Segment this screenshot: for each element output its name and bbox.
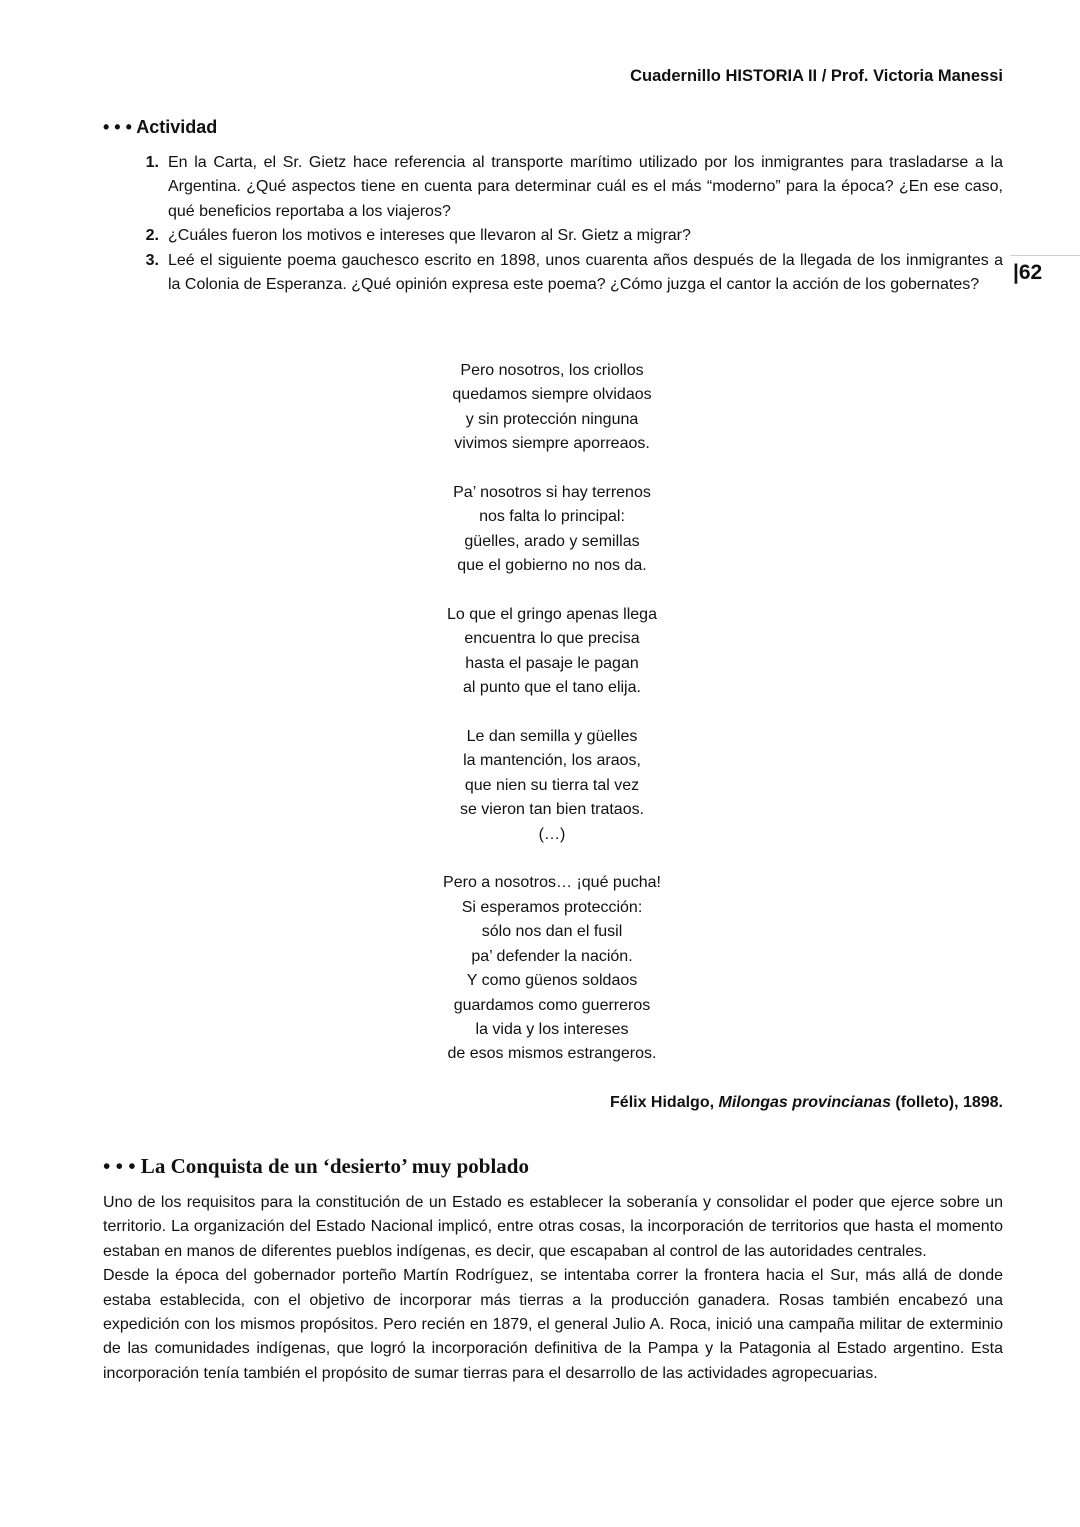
question-item xyxy=(103,224,1003,248)
poem-line: Si esperamos protección: xyxy=(461,898,643,916)
poem-line: la vida y los intereses xyxy=(475,1020,629,1038)
poem-stanza xyxy=(352,481,752,579)
attribution-author: Félix Hidalgo, xyxy=(610,1094,719,1111)
poem-line: vivimos siempre aporreaos. xyxy=(454,435,650,453)
poem-line: que el gobierno no nos da. xyxy=(457,557,647,575)
question-item xyxy=(103,249,1003,298)
running-header: Cuadernillo HISTORIA II / Prof. Victoria Manessi xyxy=(630,67,1003,85)
poem-line: nos falta lo principal: xyxy=(479,508,625,526)
poem-line: guardamos como guerreros xyxy=(453,996,651,1014)
page-number-rule xyxy=(1010,255,1080,256)
poem-stanza xyxy=(352,359,752,457)
poem-line: Y como güenos soldaos xyxy=(466,972,638,990)
poem-attribution xyxy=(610,1091,1003,1115)
poem-line: pa’ defender la nación. xyxy=(471,947,633,965)
question-text: ¿Cuáles fueron los motivos e intereses que llevaron al Sr. Gietz a migrar? xyxy=(168,227,691,245)
paragraph: Uno de los requisitos para la constitución de un Estado es establecer la soberanía y consolidar el poder que ejerce sobre un territorio. La organización del Estado Nacional implicó, entre otras cosas, la incorporación de territorios que hasta el momento estaban en manos de diferentes pueblos indígenas, es decir, que escapaban al control de las autoridades centrales. xyxy=(103,1194,1003,1260)
poem-line: Lo que el gringo apenas llega xyxy=(447,606,657,624)
page-number: |62 xyxy=(1013,261,1043,284)
poem-line: Pa’ nosotros si hay terrenos xyxy=(453,484,651,502)
poem-line: Pero nosotros, los criollos xyxy=(460,362,644,379)
poem-stanza xyxy=(352,871,752,1066)
poem-line: la mantención, los araos, xyxy=(463,752,641,770)
poem-line: y sin protección ninguna xyxy=(465,410,639,428)
poem xyxy=(352,359,752,1091)
question-number: 3. xyxy=(145,251,159,269)
poem-line: Pero a nosotros… ¡qué pucha! xyxy=(443,874,661,892)
question-list xyxy=(103,151,1003,297)
poem-line: (…) xyxy=(538,825,566,843)
poem-line: de esos mismos estrangeros. xyxy=(447,1045,657,1063)
poem-line: Le dan semilla y güelles xyxy=(466,728,638,746)
section-heading: • • • La Conquista de un ‘desierto’ muy poblado xyxy=(103,1154,529,1178)
section-body xyxy=(103,1191,1003,1386)
attribution-rest: (folleto), 1898. xyxy=(890,1094,1003,1111)
poem-line: quedamos siempre olvidaos xyxy=(452,386,652,404)
question-number: 1. xyxy=(145,154,159,171)
poem-line: hasta el pasaje le pagan xyxy=(465,654,639,672)
question-text: En la Carta, el Sr. Gietz hace referencia al transporte marítimo utilizado por los inmigrantes para trasladarse a la Argentina. ¿Qué aspectos tiene en cuenta para determinar cuál es el más “moderno” para la época? ¿En ese caso, qué beneficios reportaba a los viajeros? xyxy=(168,154,1003,220)
activity-heading: • • • Actividad xyxy=(103,117,218,137)
poem-line: güelles, arado y semillas xyxy=(464,532,640,550)
question-item xyxy=(103,151,1003,224)
attribution-work: Milongas provincianas xyxy=(718,1094,891,1111)
poem-stanza xyxy=(352,725,752,847)
poem-stanza xyxy=(352,603,752,701)
poem-line: al punto que el tano elija. xyxy=(463,679,641,697)
poem-line: sólo nos dan el fusil xyxy=(481,923,623,941)
poem-line: se vieron tan bien trataos. xyxy=(459,801,645,819)
question-number: 2. xyxy=(145,227,159,245)
poem-line: encuentra lo que precisa xyxy=(464,630,640,648)
question-text: Leé el siguiente poema gauchesco escrito en 1898, unos cuarenta años después de la llegada de los inmigrantes a la Colonia de Esperanza. ¿Qué opinión expresa este poema? ¿Cómo juzga el cantor la acción de los gobernates? xyxy=(168,251,1003,294)
poem-line: que nien su tierra tal vez xyxy=(464,776,640,794)
paragraph: Desde la época del gobernador porteño Martín Rodríguez, se intentaba correr la frontera hacia el Sur, más allá de donde estaba establecida, con el objetivo de incorporar más tierras a la producción ganadera. Rosas también encabezó una expedición con los mismos propósitos. Pero recién en 1879, el general Julio A. Roca, inició una campaña militar de exterminio de las comunidades indígenas, que logró la incorporación definitiva de la Pampa y la Patagonia al Estado argentino. Esta incorporación tenía también el propósito de sumar tierras para el desarrollo de las actividades agropecuarias. xyxy=(103,1267,1003,1382)
